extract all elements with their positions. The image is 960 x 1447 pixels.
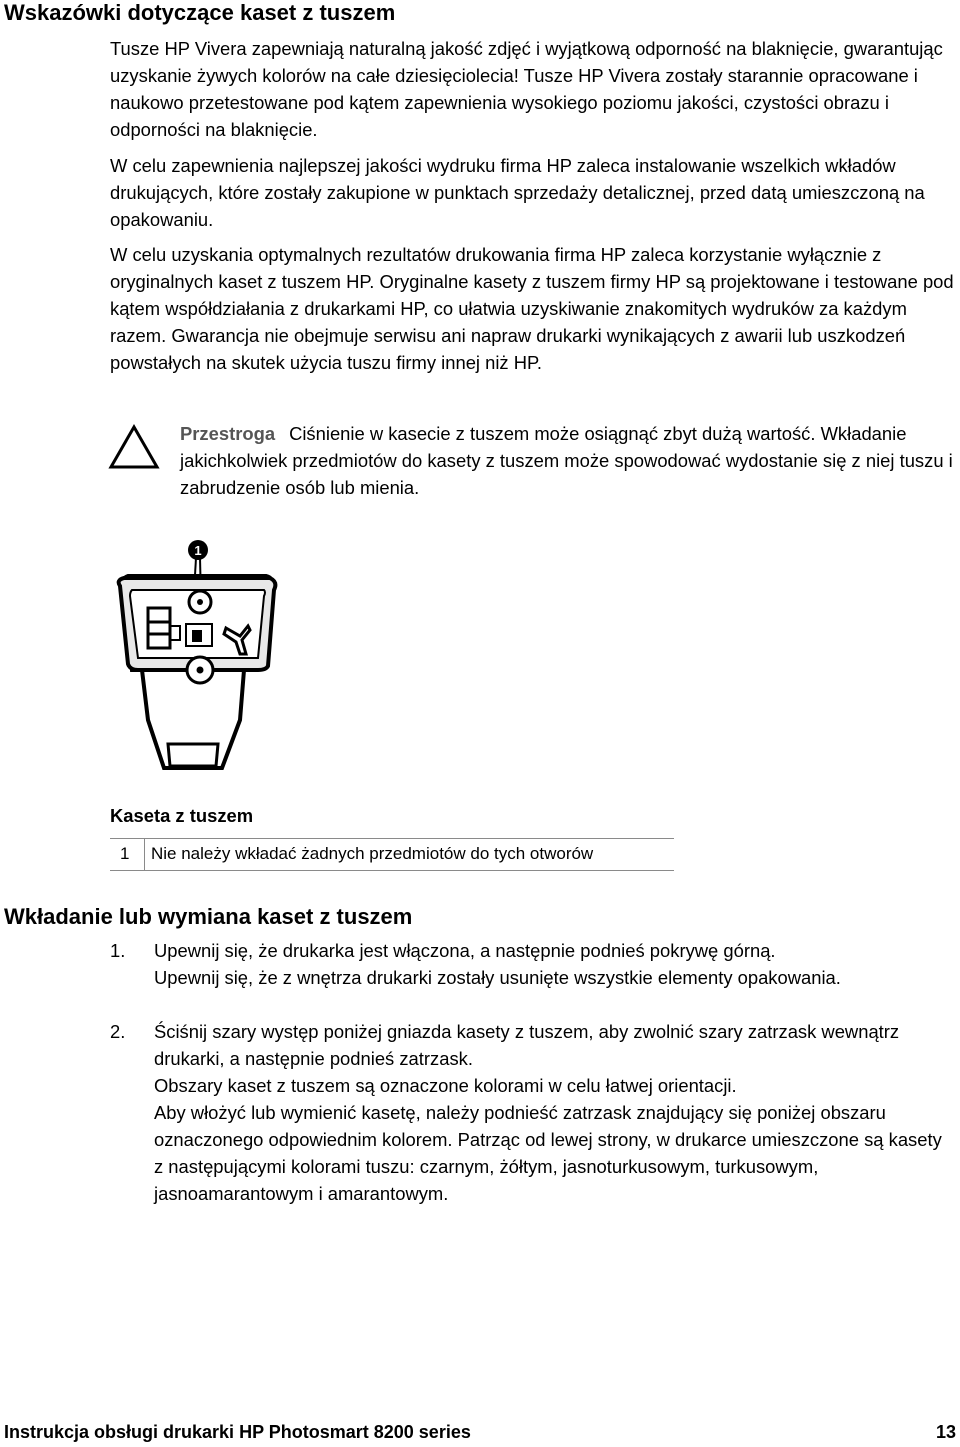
- section-title-install-cartridges: Wkładanie lub wymiana kaset z tuszem: [4, 904, 413, 929]
- page-number: 13: [935, 1422, 956, 1442]
- caution-text: Ciśnienie w kasecie z tuszem może osiągnąć zbyt dużą wartość. Wkładanie jakichkolwiek przedmiotów do kasety z tuszem może spowodować wydostanie się z niej tuszu i zabrudzenie osób lub mienia.: [180, 423, 953, 498]
- step-number: 1.: [110, 940, 126, 961]
- caution-note: [180, 420, 956, 501]
- paragraph-vivera: Tusze HP Vivera zapewniają naturalną jakość zdjęć i wyjątkową odporność na blaknięcie, gwarantując uzyskanie żywych kolorów na całe dziesięciolecia! Tusze HP Vivera zostały starannie opracowane i naukowo przetestowane pod kątem zapewnienia wysokiego poziomu jakości, czystości obrazu i odporności na blaknięcie.: [110, 38, 943, 140]
- step-number: 2.: [110, 1021, 126, 1042]
- step-text: Upewnij się, że drukarka jest włączona, a następnie podnieś pokrywę górną.: [154, 940, 776, 961]
- step-text: Upewnij się, że z wnętrza drukarki zostały usunięte wszystkie elementy opakowania.: [154, 967, 841, 988]
- figure-caption: Kaseta z tuszem: [110, 805, 254, 826]
- step-2: [110, 1018, 956, 1207]
- caution-label: Przestroga: [180, 423, 276, 444]
- paragraph-original-cartridges: W celu uzyskania optymalnych rezultatów drukowania firma HP zaleca korzystanie wyłącznie z oryginalnych kaset z tuszem HP. Oryginalne kasety z tuszem firmy HP są projektowane i testowane pod kątem współdziałania z drukarkami HP, co ułatwia uzyskiwanie znakomitych wydruków za każdym razem. Gwarancja nie obejmuje serwisu ani napraw drukarki wynikających z awarii lub uszkodzeń powstałych na skutek użycia tuszu firmy innej niż HP.: [110, 244, 954, 373]
- callout-number: 1: [194, 543, 202, 558]
- step-1: [110, 937, 956, 991]
- step-text: Obszary kaset z tuszem są oznaczone kolorami w celu łatwej orientacji.: [154, 1075, 737, 1096]
- footer-title: Instrukcja obsługi drukarki HP Photosmart 8200 series: [4, 1422, 471, 1442]
- section-title-ink-tips: Wskazówki dotyczące kaset z tuszem: [4, 0, 396, 25]
- figure-legend-table: [110, 838, 674, 871]
- legend-text: Nie należy wkładać żadnych przedmiotów do tych otworów: [151, 844, 594, 863]
- ink-cartridge-illustration: [108, 530, 288, 790]
- paragraph-install-date: W celu zapewnienia najlepszej jakości wydruku firma HP zaleca instalowanie wszelkich wkładów drukujących, które zostały zakupione w punktach sprzedaży detalicznej, przed datą umieszczoną na opakowaniu.: [110, 155, 925, 230]
- legend-divider: [144, 839, 145, 870]
- step-text: Ściśnij szary występ poniżej gniazda kasety z tuszem, aby zwolnić szary zatrzask wewnątrz drukarki, a następnie podnieś zatrzask.: [154, 1021, 900, 1069]
- warning-triangle-icon: [108, 424, 160, 470]
- step-text: Aby włożyć lub wymienić kasetę, należy podnieść zatrzask znajdujący się poniżej obszaru oznaczonego odpowiednim kolorem. Patrząc od lewej strony, w drukarce umieszczone są kasety z następującymi kolorami tuszu: czarnym, żółtym, jasnoturkusowym, turkusowym, jasnoamarantowym i amarantowym.: [154, 1102, 942, 1204]
- legend-number: 1: [120, 844, 130, 863]
